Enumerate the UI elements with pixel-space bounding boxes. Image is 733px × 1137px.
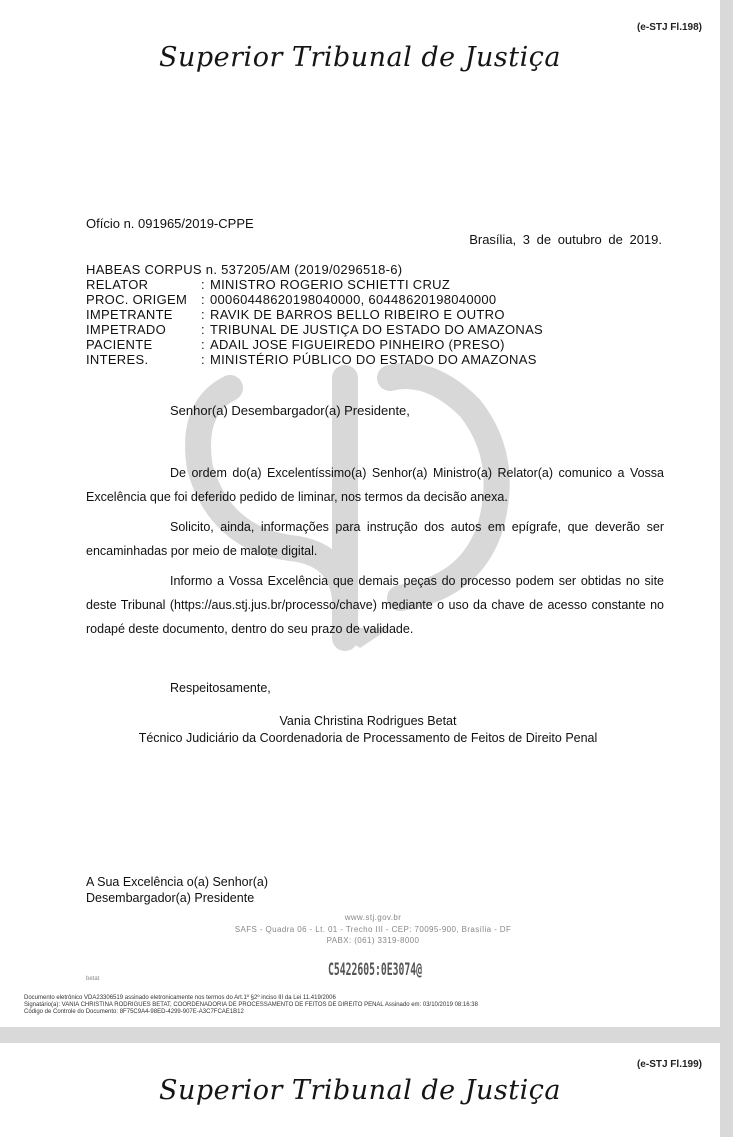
party-label: IMPETRANTE [86, 307, 173, 322]
signer-name: Vania Christina Rodrigues Betat [279, 714, 457, 728]
party-value: MINISTÉRIO PÚBLICO DO ESTADO DO AMAZONAS [210, 352, 537, 367]
letter-date: Brasília, 3 de outubro de 2019. [469, 232, 662, 247]
footer-site: www.stj.gov.br [344, 913, 402, 922]
body-paragraph: Informo a Vossa Excelência que demais peças do processo podem ser obtidas no site deste Tribunal (https://aus.stj.jus.br/processo/chave) mediante o uso da chave de acesso constante no rodapé deste documento, dentro do seu prazo de validade. [86, 574, 664, 636]
document-page-2 [0, 1043, 720, 1137]
party-label: RELATOR [86, 277, 149, 292]
barcode-text: C5422605:0E3074@ [328, 960, 422, 980]
party-separator: : [201, 322, 205, 337]
party-label: PROC. ORIGEM [86, 292, 188, 307]
signer-role: Técnico Judiciário da Coordenadoria de Processamento de Feitos de Direito Penal [138, 731, 598, 745]
body-paragraph: De ordem do(a) Excelentíssimo(a) Senhor(a) Ministro(a) Relator(a) comunico a Vossa Excelência que foi deferido pedido de liminar, nos termos da decisão anexa. [86, 466, 664, 504]
party-value: ADAIL JOSE FIGUEIREDO PINHEIRO (PRESO) [210, 337, 505, 352]
addressee-line: A Sua Excelência o(a) Senhor(a) [86, 875, 269, 889]
party-value: MINISTRO ROGERIO SCHIETTI CRUZ [210, 277, 451, 292]
closing: Respeitosamente, [170, 681, 271, 695]
page-number-label: (e-STJ Fl.199) [636, 1059, 702, 1070]
party-separator: : [201, 337, 205, 352]
party-label: INTERES. [86, 352, 149, 367]
typist-initials: betat [86, 976, 100, 982]
footer-address: SAFS - Quadra 06 - Lt. 01 - Trecho III - CEP: 70095-900, Brasília - DF [234, 925, 512, 934]
body-paragraph: Solicito, ainda, informações para instrução dos autos em epígrafe, que deverão ser encaminhadas por meio de malote digital. [86, 520, 664, 558]
party-value: RAVIK DE BARROS BELLO RIBEIRO E OUTRO [210, 307, 505, 322]
addressee-line: Desembargador(a) Presidente [86, 891, 255, 905]
oficio-number: Ofício n. 091965/2019-CPPE [86, 216, 254, 231]
page-number-label: (e-STJ Fl.198) [636, 22, 702, 33]
greeting: Senhor(a) Desembargador(a) Presidente, [170, 403, 410, 418]
party-separator: : [201, 292, 205, 307]
party-separator: : [201, 277, 205, 292]
stj-logo: Superior Tribunal de Justiça [159, 42, 561, 73]
footer-phone: PABX: (061) 3319-8000 [326, 936, 420, 945]
party-separator: : [201, 352, 205, 367]
party-separator: : [201, 307, 205, 322]
certification-line: Código de Controle do Documento: 8F75C9A4-98ED-4299-907E-A3C7FCAE1B12 [24, 1009, 244, 1015]
habeas-corpus-title: HABEAS CORPUS n. 537205/AM (2019/0296518-6) [86, 262, 403, 277]
barcode-icon [328, 952, 424, 982]
certification-line: Signatário(a): VANIA CHRISTINA RODRIGUES BETAT, COORDENADORIA DE PROCESSAMENTO DE FEITOS DE DIREITO PENAL Assinado em: 03/10/2019 08:16:38 [24, 1002, 478, 1008]
party-value: TRIBUNAL DE JUSTIÇA DO ESTADO DO AMAZONAS [210, 322, 544, 337]
certification-line: Documento eletrônico VDA23306519 assinado eletronicamente nos termos do Art.1º §2º inciso III da Lei 11.419/2006 [24, 995, 336, 1001]
party-label: PACIENTE [86, 337, 153, 352]
stj-logo: Superior Tribunal de Justiça [159, 1075, 561, 1106]
party-label: IMPETRADO [86, 322, 166, 337]
party-value: 00060448620198040000, 60448620198040000 [210, 292, 497, 307]
